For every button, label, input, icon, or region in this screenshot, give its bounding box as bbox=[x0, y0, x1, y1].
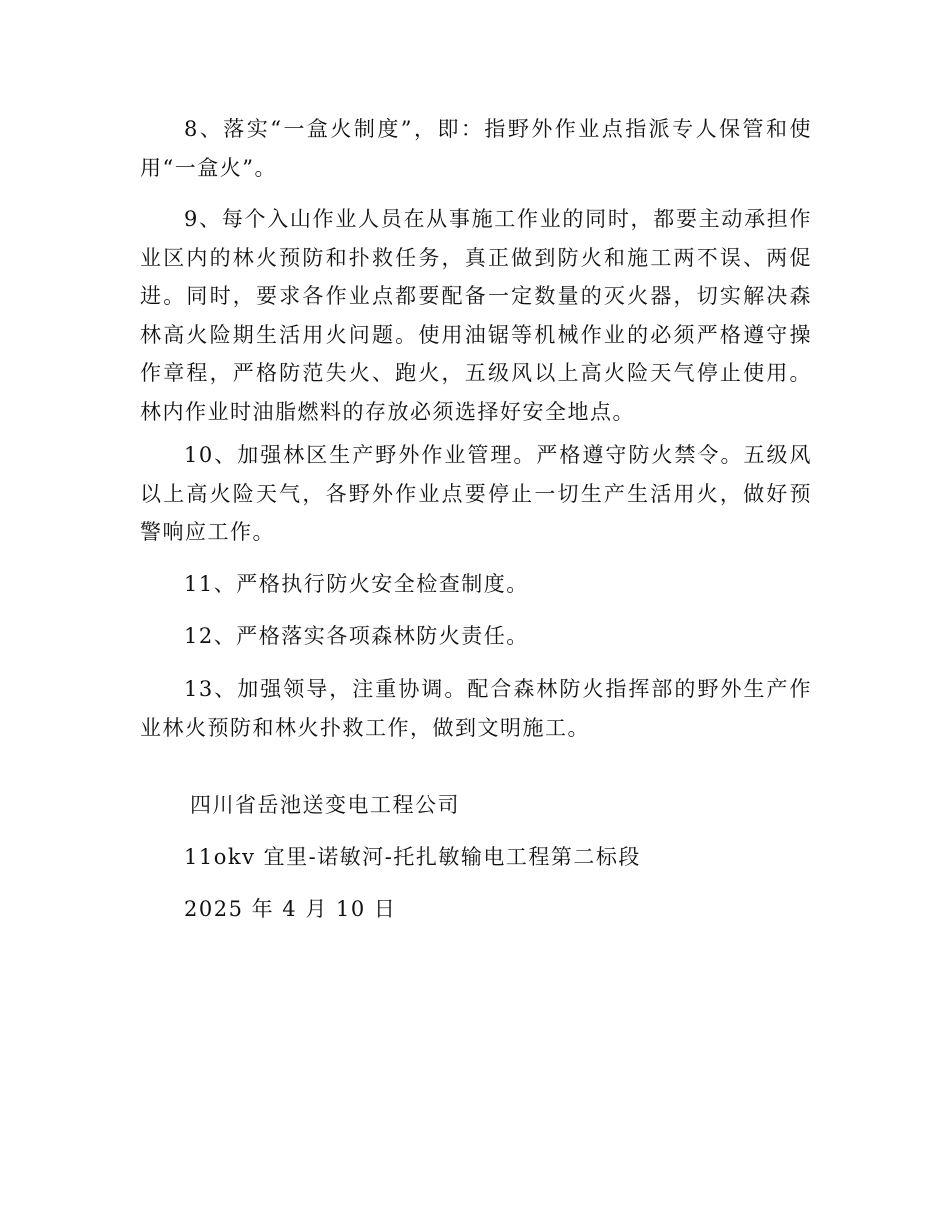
signature-project: 11okv 宜里-诺敏河-托扎敏输电工程第二标段 bbox=[184, 845, 641, 869]
paragraph-item-9: 9、每个入山作业人员在从事施工作业的同时，都要主动承担作业区内的林火预防和扑救任务，真正做到防火和施工两不误、两促进。同时，要求各作业点都要配备一定数量的灭火器，切实解决森林高火险期生活用火问题。使用油锯等机械作业的必须严格遵守操作章程，严格防范失火、跑火，五级风以上高火险天气停止使用。林内作业时油脂燃料的存放必须选择好安全地点。 bbox=[140, 207, 812, 424]
paragraph-item-10: 10、加强林区生产野外作业管理。严格遵守防火禁令。五级风以上高火险天气，各野外作业点要停止一切生产生活用火，做好预警响应工作。 bbox=[140, 443, 812, 544]
paragraph-item-13: 13、加强领导，注重协调。配合森林防火指挥部的野外生产作业林火预防和林火扑救工作，做到文明施工。 bbox=[140, 677, 812, 740]
signature-date: 2025 年 4 月 10 日 bbox=[184, 897, 397, 921]
paragraph-item-8: 8、落实“一盒火制度”，即：指野外作业点指派专人保管和使用“一盒火”。 bbox=[140, 117, 812, 180]
signature-company: 四川省岳池送变电工程公司 bbox=[190, 793, 460, 817]
paragraph-item-12: 12、严格落实各项森林防火责任。 bbox=[184, 624, 529, 648]
paragraph-item-11: 11、严格执行防火安全检查制度。 bbox=[184, 572, 529, 596]
